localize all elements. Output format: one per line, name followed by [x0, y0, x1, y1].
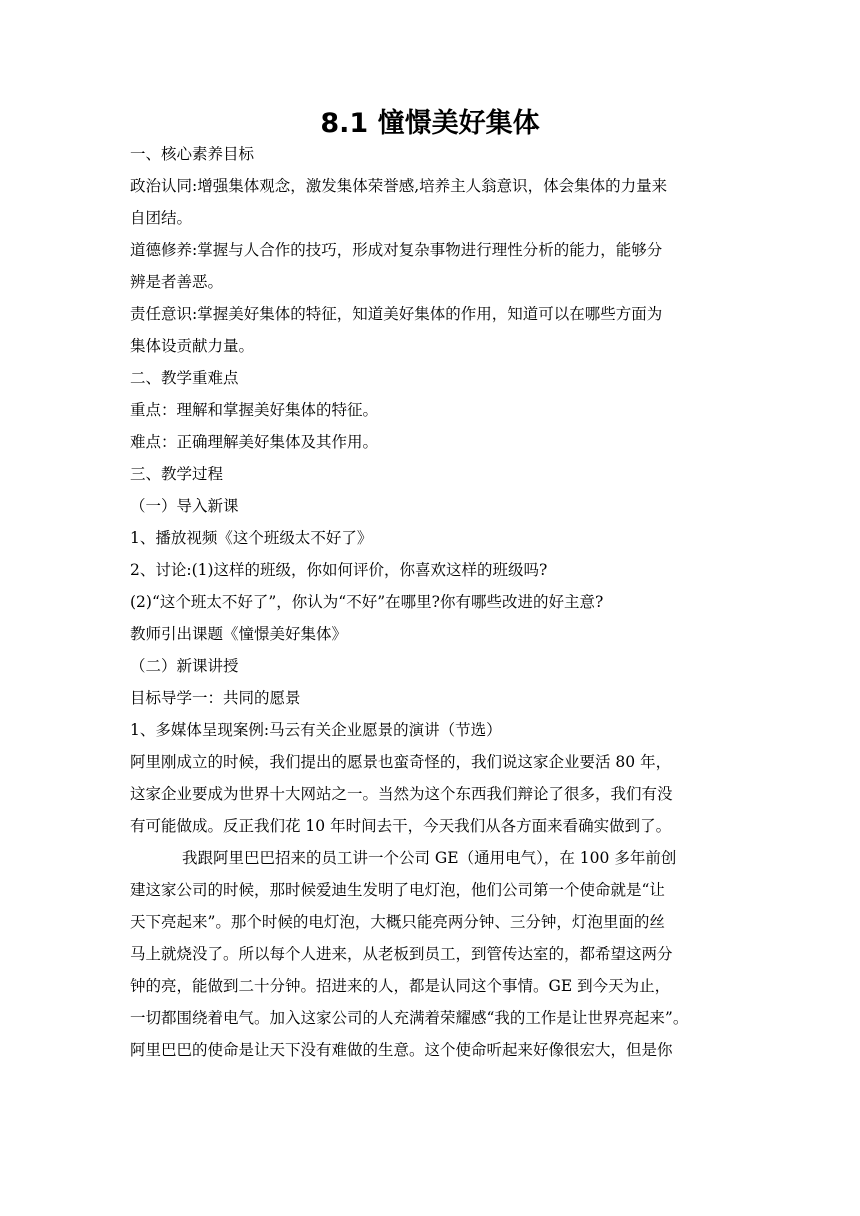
paragraph-line: 阿里刚成立的时候，我们提出的愿景也蛮奇怪的，我们说这家企业要活 80 年， [130, 753, 672, 771]
paragraph-line: 阿里巴巴的使命是让天下没有难做的生意。这个使命听起来好像很宏大，但是你 [130, 1041, 673, 1059]
section-heading-process: 三、教学过程 [130, 465, 224, 483]
paragraph-line: 1、播放视频《这个班级太不好了》 [130, 529, 373, 547]
paragraph-line: (2)“这个班太不好了”，你认为“不好”在哪里?你有哪些改进的好主意? [130, 593, 604, 611]
paragraph-line: 钟的亮，能做到二十分钟。招进来的人，都是认同这个事情。GE 到今天为止， [130, 977, 671, 995]
section-heading-key-points: 二、教学重难点 [130, 369, 239, 387]
paragraph-line: 2、讨论:(1)这样的班级，你如何评价，你喜欢这样的班级吗? [130, 561, 548, 579]
paragraph-line: 1、多媒体呈现案例:马云有关企业愿景的演讲（节选） [130, 721, 502, 739]
paragraph-line: 辨是者善恶。 [130, 273, 224, 291]
paragraph-line: 责任意识:掌握美好集体的特征，知道美好集体的作用，知道可以在哪些方面为 [130, 305, 663, 323]
paragraph-line: 集体设贡献力量。 [130, 337, 255, 355]
paragraph-line: 天下亮起来”。那个时候的电灯泡，大概只能亮两分钟、三分钟，灯泡里面的丝 [130, 913, 665, 931]
paragraph-line: 有可能做成。反正我们花 10 年时间去干，今天我们从各方面来看确实做到了。 [130, 817, 672, 835]
subsection-heading-lecture: （二）新课讲授 [130, 657, 239, 675]
subsection-heading-intro: （一）导入新课 [130, 497, 239, 515]
paragraph-line: 重点：理解和掌握美好集体的特征。 [130, 401, 379, 419]
paragraph-line: 教师引出课题《憧憬美好集体》 [130, 625, 348, 643]
document-body [130, 138, 736, 1066]
paragraph-line: 目标导学一：共同的愿景 [130, 689, 301, 707]
paragraph-line: 自团结。 [130, 209, 193, 227]
paragraph-line: 政治认同:增强集体观念，激发集体荣誉感,培养主人翁意识，体会集体的力量来 [130, 177, 668, 195]
paragraph-line: 这家企业要成为世界十大网站之一。当然为这个东西我们辩论了很多，我们有没 [130, 785, 673, 803]
section-heading-goals: 一、核心素养目标 [130, 145, 255, 163]
paragraph-line: 一切都围绕着电气。加入这家公司的人充满着荣耀感“我的工作是让世界亮起来”。 [130, 1009, 689, 1027]
paragraph-line: 道德修养:掌握与人合作的技巧，形成对复杂事物进行理性分析的能力，能够分 [130, 241, 663, 259]
document-title: 8.1 憧憬美好集体 [320, 108, 540, 139]
paragraph-line: 马上就烧没了。所以每个人进来，从老板到员工，到管传达室的，都希望这两分 [130, 945, 673, 963]
paragraph-line: 难点：正确理解美好集体及其作用。 [130, 433, 379, 451]
paragraph-line: 我跟阿里巴巴招来的员工讲一个公司 GE（通用电气），在 100 多年前创 [182, 849, 677, 867]
paragraph-line: 建这家公司的时候，那时候爱迪生发明了电灯泡，他们公司第一个使命就是“让 [130, 881, 665, 899]
